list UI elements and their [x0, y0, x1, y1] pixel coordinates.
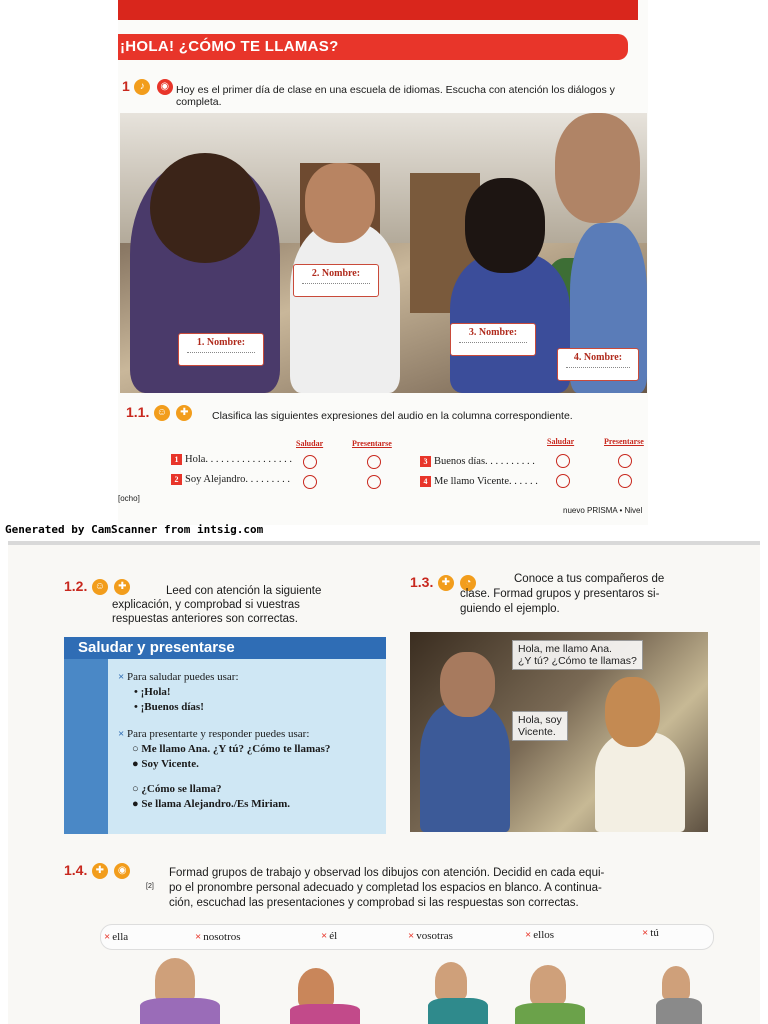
exercise-1-1-instruction: Clasifica las siguientes expresiones del audio en la columna correspondiente. — [212, 410, 573, 422]
individual-icon: ☺ — [154, 405, 170, 421]
bubble-line: ¿Y tú? ¿Cómo te llamas? — [518, 655, 637, 667]
listen-icon: ♪ — [134, 79, 150, 95]
instruction-line: ción, escuchad las presentaciones y comprobad si las respuestas son correctas. — [169, 897, 579, 909]
person-2-head — [305, 163, 375, 243]
pronoun-chip[interactable] — [525, 929, 554, 941]
exercise-number: 1.1. — [126, 404, 150, 420]
explanation-title-bar — [64, 637, 386, 659]
bubble-line: Vicente. — [518, 726, 556, 738]
drawing-woman-1 — [155, 958, 195, 1003]
name-label-3[interactable] — [450, 323, 536, 356]
presentarse-example: ○ Me llamo Ana. ¿Y tú? ¿Cómo te llamas? — [132, 743, 331, 755]
brand-footer: nuevo PRISMA • Nivel — [563, 506, 643, 515]
drawing-woman-2 — [298, 968, 334, 1008]
pronoun-text: tú — [650, 927, 659, 939]
drawing-man-2 — [662, 966, 690, 1000]
audio-icon: ◉ — [114, 863, 130, 879]
expression-row-2 — [171, 474, 290, 485]
expression-row-3 — [420, 456, 535, 467]
pronoun-text: ella — [112, 931, 129, 943]
name-label-4[interactable] — [557, 348, 639, 381]
bullet-x-icon: × — [118, 728, 128, 740]
drawing-woman-2-body — [290, 1004, 360, 1024]
presentarse-example: ● Se llama Alejandro./Es Miriam. — [132, 798, 291, 810]
student-vicente-head — [440, 652, 495, 717]
decorative-pattern — [64, 659, 108, 834]
answer-circle-saludar-2[interactable] — [303, 475, 317, 489]
pronoun-chip[interactable] — [642, 927, 659, 939]
expression-text: Buenos días. . . . . . . . . . — [434, 456, 535, 467]
exercise-1-3-instruction — [460, 572, 720, 617]
exercise-number: 1 — [122, 78, 130, 94]
rule-text: Para saludar puedes usar: — [127, 671, 239, 683]
x-icon: × — [321, 930, 328, 942]
drawing-man-1-body — [428, 998, 488, 1024]
name-label-1[interactable] — [178, 333, 264, 366]
instruction-line: clase. Formad grupos y presentaros si- — [460, 588, 660, 600]
group-icon: ✚ — [176, 405, 192, 421]
x-icon: × — [642, 927, 649, 939]
audio-icon: ◉ — [157, 79, 173, 95]
name-label-text: 2. Nombre: — [311, 268, 361, 279]
x-icon: × — [408, 930, 415, 942]
pronoun-text: ellos — [533, 929, 555, 941]
example-text: Me llamo Ana. ¿Y tú? ¿Cómo te llamas? — [141, 743, 331, 755]
instruction-line: Hoy es el primer día de clase en una escuela de idiomas. Escucha con atención los diálogos y — [176, 84, 615, 96]
page-number: [ocho] — [118, 494, 140, 503]
pronoun-bank — [100, 924, 714, 950]
speech-bubble-ana — [512, 640, 643, 670]
pronoun-text: nosotros — [203, 931, 241, 943]
student-ana-head — [605, 677, 660, 747]
person-1-head — [150, 153, 260, 263]
write-line — [302, 283, 370, 284]
expression-row-1 — [171, 454, 292, 465]
expression-text: Me llamo Vicente. . . . . . — [434, 476, 538, 487]
person-4-head — [555, 113, 640, 223]
pronoun-chip[interactable] — [104, 931, 128, 943]
answer-circle-presentarse-4[interactable] — [618, 474, 632, 488]
presentarse-example: ○ ¿Cómo se llama? — [132, 783, 222, 795]
scanner-watermark: Generated by CamScanner from intsig.com — [5, 523, 264, 536]
drawing-man-1 — [435, 962, 467, 1000]
saludar-rule — [118, 670, 384, 685]
explanation-content — [118, 670, 384, 812]
example-text: ¿Cómo se llama? — [141, 783, 222, 795]
exercise-1-instruction — [176, 84, 646, 108]
pronoun-chip[interactable] — [408, 930, 453, 942]
name-label-text: 3. Nombre: — [468, 327, 518, 338]
person-2 — [290, 223, 400, 393]
person-3-head — [465, 178, 545, 273]
presentarse-example: ● Soy Vicente. — [132, 758, 199, 770]
example-text: Soy Vicente. — [141, 758, 199, 770]
example-text: Se llama Alejandro./Es Miriam. — [141, 798, 291, 810]
exercise-1-4-instruction — [169, 866, 719, 911]
item-number: 2 — [171, 474, 182, 485]
pronoun-chip[interactable] — [195, 931, 241, 943]
write-line — [459, 342, 527, 343]
exercise-number: 1.2. — [64, 578, 88, 594]
exercise-1-header — [122, 78, 175, 96]
speak-icon: ◔ — [460, 575, 476, 591]
name-label-text: 4. Nombre: — [573, 352, 623, 363]
individual-icon: ☺ — [92, 579, 108, 595]
exercise-number: 1.3. — [410, 574, 434, 590]
drawing-woman-3 — [530, 965, 566, 1005]
track-number: [2] — [146, 883, 154, 890]
bubble-line: Hola, me llamo Ana. — [518, 643, 612, 655]
instruction-line: explicación, y comprobad si vuestras — [112, 599, 300, 611]
section-title: ¡HOLA! ¿CÓMO TE LLAMAS? — [120, 38, 339, 55]
exercise-number: 1.4. — [64, 862, 88, 878]
exercise-1-2-instruction — [112, 584, 321, 626]
group-icon: ✚ — [114, 579, 130, 595]
rule-text: Para presentarte y responder puedes usar: — [127, 728, 310, 740]
bubble-line: Hola, soy — [518, 714, 562, 726]
item-number: 1 — [171, 454, 182, 465]
student-ana — [595, 732, 685, 832]
instruction-line: Conoce a tus compañeros de — [514, 573, 665, 585]
name-label-text: 1. Nombre: — [196, 337, 246, 348]
answer-circle-saludar-1[interactable] — [303, 455, 317, 469]
column-presentarse: Presentarse — [352, 439, 392, 448]
page-edge — [8, 541, 760, 545]
x-icon: × — [104, 931, 111, 943]
name-label-2[interactable] — [293, 264, 379, 297]
expression-text: Hola. . . . . . . . . . . . . . . . . — [185, 454, 293, 465]
student-vicente — [420, 702, 510, 832]
exercise-1-1-header — [126, 404, 194, 422]
expression-row-4 — [420, 476, 538, 487]
pronoun-chip[interactable] — [321, 930, 337, 942]
header-banner — [118, 0, 638, 20]
drawing-woman-3-body — [515, 1003, 585, 1024]
example-text: ¡Hola! — [140, 686, 171, 698]
answer-circle-presentarse-1[interactable] — [367, 455, 381, 469]
group-icon: ✚ — [92, 863, 108, 879]
instruction-line: guiendo el ejemplo. — [460, 603, 560, 615]
instruction-line: completa. — [176, 96, 222, 108]
explanation-title: Saludar y presentarse — [78, 639, 235, 656]
exercise-1-4-header — [64, 862, 132, 880]
answer-circle-presentarse-2[interactable] — [367, 475, 381, 489]
pronoun-text: vosotras — [416, 930, 453, 942]
column-saludar: Saludar — [296, 439, 324, 448]
example-text: ¡Buenos días! — [140, 701, 204, 713]
answer-circle-saludar-4[interactable] — [556, 474, 570, 488]
write-line — [566, 367, 630, 368]
x-icon: × — [525, 929, 532, 941]
bullet-x-icon: × — [118, 671, 128, 683]
instruction-line: respuestas anteriores son correctas. — [112, 613, 299, 625]
write-line — [187, 352, 255, 353]
expression-text: Soy Alejandro. . . . . . . . . — [185, 474, 290, 485]
column-presentarse: Presentarse — [604, 437, 644, 446]
answer-circle-presentarse-3[interactable] — [618, 454, 632, 468]
drawing-man-2-body — [656, 998, 702, 1024]
presentarse-rule — [118, 727, 384, 742]
item-number: 4 — [420, 476, 431, 487]
answer-circle-saludar-3[interactable] — [556, 454, 570, 468]
instruction-line: Formad grupos de trabajo y observad los dibujos con atención. Decidid en cada equi- — [169, 867, 605, 879]
column-saludar: Saludar — [547, 437, 575, 446]
item-number: 3 — [420, 456, 431, 467]
drawing-woman-1-body — [140, 998, 220, 1024]
instruction-line: po el pronombre personal adecuado y completad los espacios en blanco. A continua- — [169, 882, 602, 894]
instruction-line: Leed con atención la siguiente — [166, 585, 322, 597]
pronoun-text: él — [329, 930, 338, 942]
saludar-example: • ¡Buenos días! — [134, 701, 204, 713]
saludar-example: • ¡Hola! — [134, 686, 171, 698]
group-icon: ✚ — [438, 575, 454, 591]
speech-bubble-vicente — [512, 711, 568, 741]
x-icon: × — [195, 931, 202, 943]
